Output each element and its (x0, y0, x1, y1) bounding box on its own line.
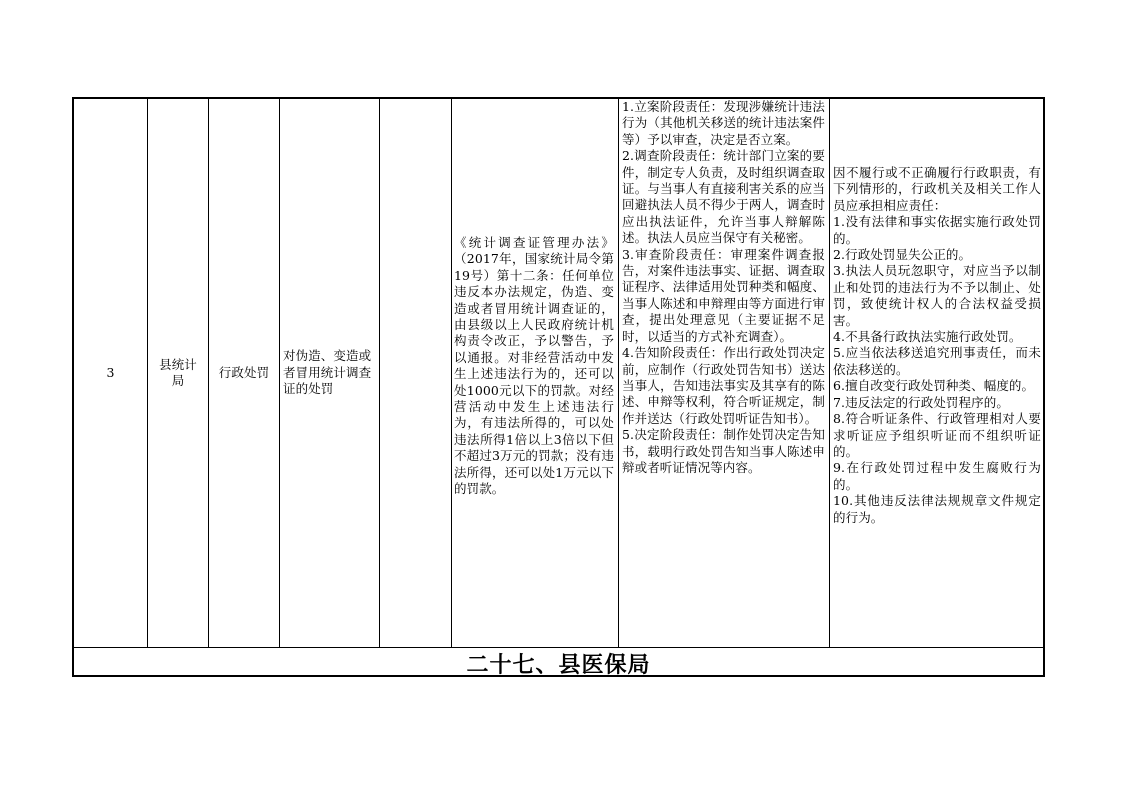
responsibility-cell (619, 99, 830, 647)
accountability-item: 5.应当依法移送追究刑事责任，而未依法移送的。 (833, 345, 1041, 377)
accountability-item: 1.没有法律和事实依据实施行政处罚的。 (833, 214, 1041, 246)
accountability-item: 8.符合听证条件、行政管理相对人要求听证应予组织听证而不组织听证的。 (833, 411, 1041, 459)
row-number-cell (74, 99, 148, 647)
responsibility-item: 4.告知阶段责任：作出行政处罚决定前，应制作（行政处罚告知书）送达当事人，告知违法事实及其享有的陈述、申辩等权利，符合听证规定，制作并送达（行政处罚听证告知书）。 (622, 345, 825, 426)
accountability-item: 6.擅自改变行政处罚种类、幅度的。 (833, 378, 1035, 394)
power-type-cell (209, 99, 280, 647)
responsibility-item: 3.审查阶段责任：审理案件调查报告，对案件违法事实、证据、调查取证程序、法律适用处罚种类和幅度、当事人陈述和申辩理由等方面进行审查，提出处理意见（主要证据不足时，以适当的方式补充调查）。 (622, 246, 825, 344)
accountability-item: 4.不具备行政执法实施行政处罚。 (833, 329, 1022, 345)
accountability-item: 7.违反法定的行政处罚程序的。 (833, 394, 1009, 410)
department-cell (148, 99, 209, 647)
accountability-item: 3.执法人员玩忽职守，对应当予以制止和处罚的违法行为不予以制止、处罚，致使统计权人的合法权益受损害。 (833, 263, 1041, 328)
power-type: 行政处罚 (218, 364, 270, 380)
row-number: 3 (106, 364, 115, 380)
responsibility-item: 5.决定阶段责任：制作处罚决定告知书，载明行政处罚告知当事人陈述申辩或者听证情况等内容。 (622, 427, 825, 475)
power-item-cell (280, 99, 380, 647)
accountability-item: 2.行政处罚显失公正的。 (833, 247, 972, 263)
responsibility-item: 1.立案阶段责任：发现涉嫌统计违法行为（其他机关移送的统计违法案件等）予以审查，决定是否立案。 (622, 99, 825, 147)
accountability-cell (830, 99, 1045, 647)
responsibility-item: 2.调查阶段责任：统计部门立案的要件，制定专人负责，及时组织调查取证。与当事人有直接利害关系的应当回避执法人员不得少于两人，调查时应出执法证件，允许当事人辩解陈述。执法人员应当保守有关秘密。 (622, 148, 825, 246)
accountability-item: 9.在行政处罚过程中发生腐败行为的。 (833, 460, 1041, 492)
accountability-item: 10.其他违反法律法规规章文件规定的行为。 (833, 493, 1041, 525)
permission-table (72, 97, 1045, 677)
legal-basis-text: 《统计调查证管理办法》（2017年，国家统计局令第19号）第十二条：任何单位违反本办法规定，伪造、变造或者冒用统计调查证的，由县级以上人民政府统计机构责令改正，予以警告，予以通报。对非经营活动中发生上述违法行为的，还可以处1000元以下的罚款。对经营活动中发生上述违法行为，有违法所得的，可以处违法所得1倍以上3倍以下但不超过3万元的罚款；没有违法所得，还可以处1万元以下的罚款。 (454, 235, 614, 497)
legal-basis-cell (452, 99, 619, 647)
sub-item-cell (380, 99, 452, 647)
department-name: 县统计局 (159, 356, 197, 388)
power-item-name: 对伪造、变造或者冒用统计调查证的处罚 (283, 348, 372, 397)
section-heading: 二十七、县医保局 (74, 647, 1043, 678)
accountability-intro: 因不履行或不正确履行行政职责，有下列情形的，行政机关及相关工作人员应承担相应责任： (833, 165, 1041, 213)
